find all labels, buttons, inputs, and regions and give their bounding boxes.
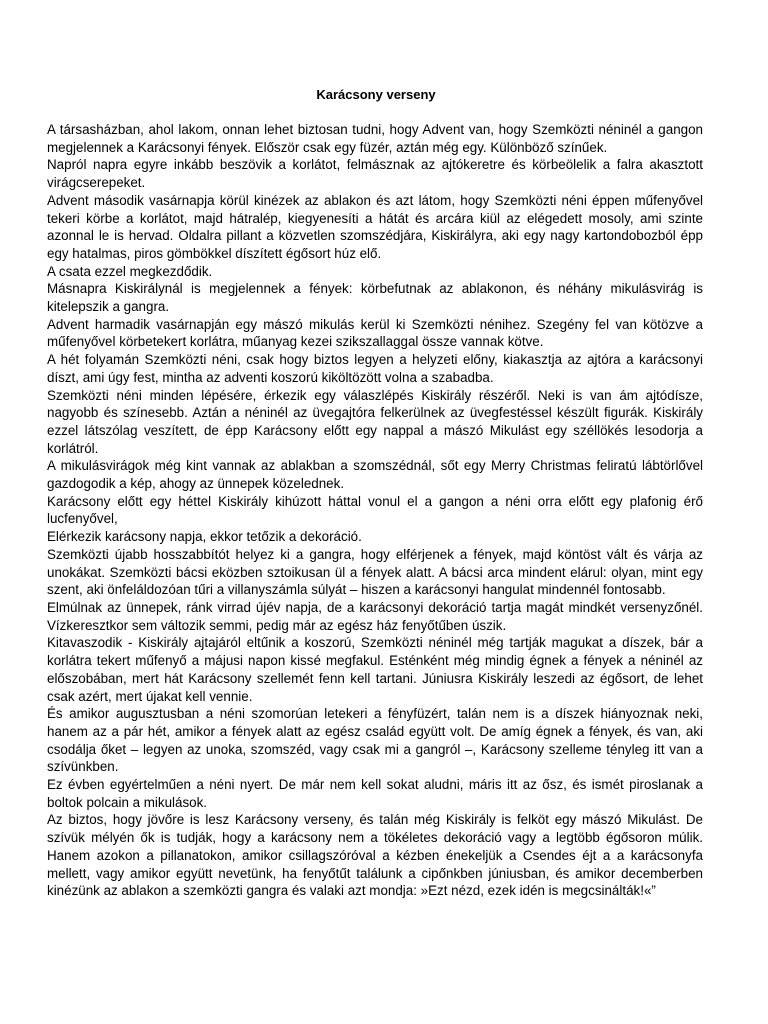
- paragraph: A csata ezzel megkezdődik.: [47, 263, 213, 279]
- document-title: Karácsony verseny: [316, 87, 436, 102]
- paragraph: A mikulásvirágok még kint vannak az ablakban a szomszédnál, sőt egy Merry Christmas feliratú lábtörlővel gazdogodik a kép, ahogy az ünnepek közelednek.: [47, 458, 703, 492]
- paragraph: Kitavaszodik - Kiskirály ajtajáról eltűnik a koszorú, Szemközti néninél még tartják magukat a díszek, bár a korlátra tekert műfenyő a májusi napon kissé megfakul. Esténként még mindig égnek a fények a néninél az előszobában, mert hát Karácsony szellemét fenn kell tartani. Júniusra Kiskirály leszedi az égősort, de lehet csak azért, mert újakat kell vennie.: [47, 635, 703, 704]
- paragraph: Az biztos, hogy jövőre is lesz Karácsony verseny, és talán még Kiskirály is felköt egy mászó Mikulást. De szívük mélyén ők is tudják, hogy a karácsony nem a tökéletes dekoráció vagy a legtöbb égősoron múlik. Hanem azokon a pillanatokon, amikor csillagszóróval a kézben énekeljük a Csendes éjt a a karácsonyfa mellett, vagy amikor együtt nevetünk, ha fenyőtűt találunk a cipőnkben júniusban, és amikor decemberben kinézünk az ablakon a szemközti gangra és valaki azt mondja: »Ezt nézd, ezek idén is megcsinálták!«”: [47, 812, 703, 899]
- paragraph: Szemközti néni minden lépésére, érkezik egy válaszlépés Kiskirály részéről. Neki is van ám ajtódísze, nagyobb és színesebb. Aztán a néninél az üvegajtóra felkerülnek az üvegfestéssel készült figurák. Kiskirály ezzel látszólag veszített, de épp Karácsony előtt egy nappal a mászó Mikulást egy széllökés lesodorja a korlátról.: [47, 387, 703, 456]
- paragraph: Advent harmadik vasárnapján egy mászó mikulás kerül ki Szemközti nénihez. Szegény fel van kötözve a műfenyővel körbetekert korlátra, műanyag kezei szikszallaggal össze vannak kötve.: [47, 316, 703, 350]
- paragraph: Elmúlnak az ünnepek, ránk virrad újév napja, de a karácsonyi dekoráció tartja magát mindkét versenyzőnél. Vízkeresztkor sem változik semmi, pedig már az egész ház fenyőtűben úszik.: [47, 599, 703, 633]
- document-body: [47, 121, 703, 900]
- paragraph: Advent második vasárnapja körül kinézek az ablakon és azt látom, hogy Szemközti néni éppen műfenyővel tekeri körbe a korlátot, majd hátralép, kiegyenesíti a hátát és arcára kiül az elégedett mosoly, ami szinte azonnal le is hervad. Oldalra pillant a közvetlen szomszédjára, Kiskirályra, aki egy nagy kartondobozból épp egy hatalmas, piros gömbökkel díszített égősort húz elő.: [47, 192, 703, 261]
- paragraph: A hét folyamán Szemközti néni, csak hogy biztos legyen a helyzeti előny, kiakasztja az ajtóra a karácsonyi díszt, ami úgy fest, mintha az adventi koszorú kiköltözött volna a szabadba.: [47, 352, 703, 385]
- paragraph: Napról napra egyre inkább beszövik a korlátot, felmásznak az ajtókeretre és körbeölelik a falra akasztott virágcserepeket.: [47, 157, 703, 191]
- paragraph: Ez évben egyértelműen a néni nyert. De már nem kell sokat aludni, máris itt az ősz, és ismét piroslanak a boltok polcain a mikulások.: [47, 777, 703, 810]
- paragraph: És amikor augusztusban a néni szomorúan letekeri a fényfüzért, talán nem is a díszek hiányoznak neki, hanem az a pár hét, amikor a fények alatt az egész család együtt volt. De amíg égnek a fények, és van, aki csodálja őket – legyen az unoka, szomszéd, vagy csak mi a gangról –, Karácsony szelleme tényleg itt van a szívünkben.: [47, 706, 703, 775]
- paragraph: Másnapra Kiskirálynál is megjelennek a fények: körbefutnak az ablakonon, és néhány mikulásvirág is kitelepszik a gangra.: [47, 281, 703, 315]
- paragraph: Karácsony előtt egy héttel Kiskirály kihúzott háttal vonul el a gangon a néni orra előtt egy plafonig érő lucfenyővel,: [47, 493, 703, 527]
- paragraph: A társasházban, ahol lakom, onnan lehet biztosan tudni, hogy Advent van, hogy Szemközti néninél a gangon megjelennek a Karácsonyi fények. Először csak egy füzér, aztán még egy. Különböző színűek.: [47, 122, 703, 155]
- paragraph: Elérkezik karácsony napja, ekkor tetőzik a dekoráció.: [47, 529, 362, 545]
- paragraph: Szemközti újabb hosszabbítót helyez ki a gangra, hogy elférjenek a fények, majd köntöst vált és várja az unokákat. Szemközti bácsi eközben sztoikusan ül a fények alatt. A bácsi arca mindent elárul: olyan, mint egy szent, aki önfeláldozóan tűri a villanyszámla súlyát – hiszen a karácsonyi hangulat mindennél fontosabb.: [47, 546, 703, 598]
